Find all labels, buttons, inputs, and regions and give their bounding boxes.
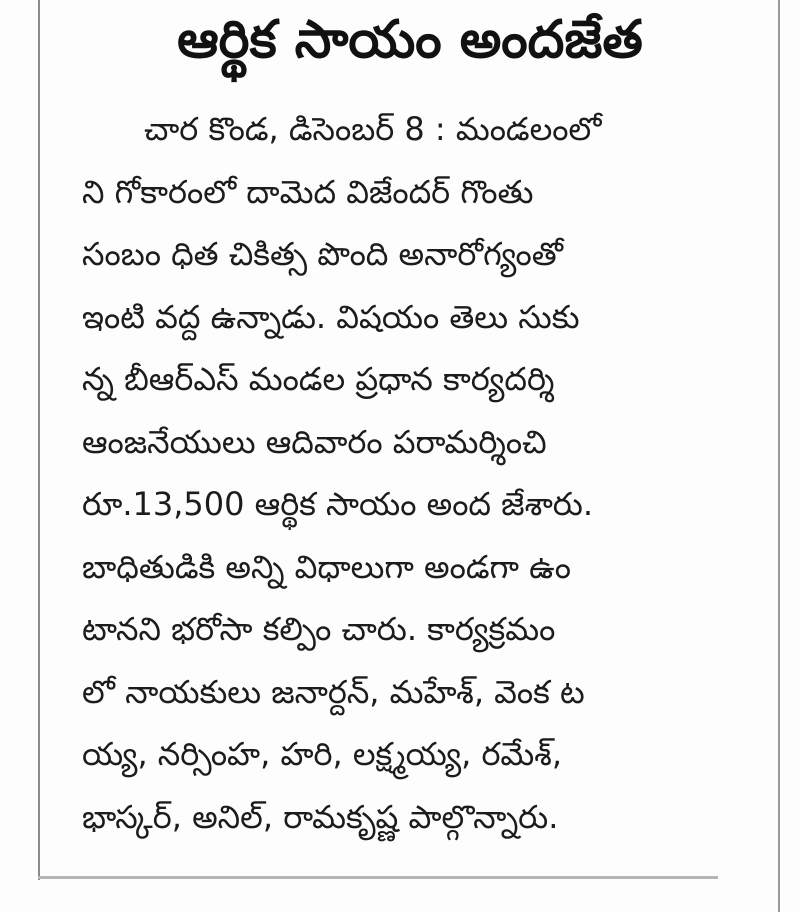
article-headline: ఆర్థిక సాయం అందజేత: [177, 10, 643, 70]
article-line: న్న బీఆర్ఎస్ మండల ప్రధాన కార్యదర్శి: [82, 360, 555, 398]
article-line: ఇంటి వద్ద ఉన్నాడు. విషయం తెలు సుకు: [82, 297, 580, 336]
article-line: య్య, నర్సింహ, హరి, లక్ష్మయ్య, రమేశ్,: [82, 735, 563, 773]
article-line: లో నాయకులు జనార్దన్, మహేశ్, వెంక ట: [82, 672, 585, 711]
article-line: చార కొండ, డిసెంబర్ 8 : మండలంలో: [144, 110, 602, 148]
article-line: ని గోకారంలో దామెద విజేందర్ గొంతు: [82, 172, 534, 211]
article-line: భాస్కర్, అనిల్, రామకృష్ణ పాల్గొన్నారు.: [82, 797, 559, 836]
article-body: [82, 98, 742, 848]
article-line: టానని భరోసా కల్పిం చారు. కార్యక్రమం: [82, 610, 556, 648]
bottom-rule: [38, 876, 718, 879]
article-line: ఆంజనేయులు ఆదివారం పరామర్శించి: [82, 422, 547, 461]
article-line: బాధితుడికి అన్ని విధాలుగా అండగా ఉం: [82, 547, 571, 586]
right-column-rule: [778, 0, 780, 912]
left-column-rule: [38, 0, 40, 880]
article-line: సంబం ధిత చికిత్స పొంది అనారోగ్యంతో: [82, 235, 564, 273]
article-line: రూ.13,500 ఆర్థిక సాయం అంద జేశారు.: [82, 485, 594, 523]
